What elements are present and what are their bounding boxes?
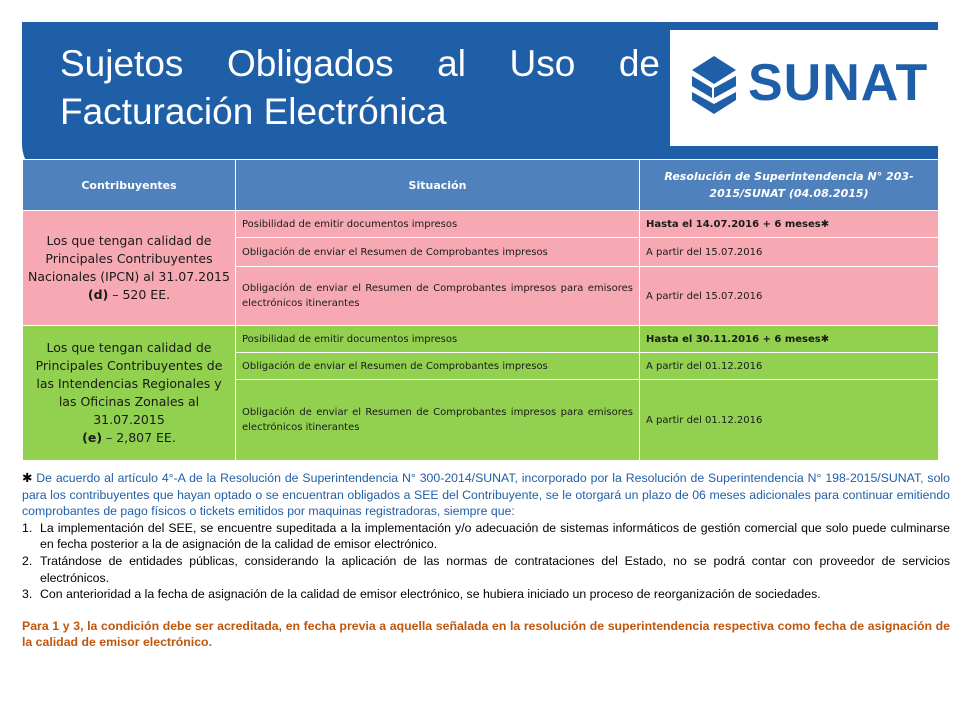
list-item (22, 553, 950, 586)
list-number: 1. (22, 520, 33, 535)
situation-cell: Obligación de enviar el Resumen de Comprobantes impresos (236, 353, 640, 380)
resolution-cell (640, 211, 939, 238)
sunat-logo-text: SUNAT (748, 54, 929, 112)
situation-cell (236, 380, 640, 461)
situation-cell: Obligación de enviar el Resumen de Comprobantes impresos (236, 238, 640, 267)
situation-text: Obligación de enviar el Resumen de Comprobantes impresos para emisores electrónicos itinerantes (242, 407, 633, 433)
column-header-contribuyentes: Contribuyentes (23, 160, 236, 211)
list-number: 2. (22, 553, 33, 568)
table-row (23, 326, 939, 353)
group-regional-description: Los que tengan calidad de Principales Contribuyentes de las Intendencias Regionales y las Oficinas Zonales al 31.07.2015 (35, 340, 223, 427)
resolution-cell: A partir del 15.07.2016 (640, 238, 939, 267)
resolution-cell (640, 326, 939, 353)
resolution-deadline: Hasta el 30.11.2016 + 6 meses (646, 333, 821, 345)
group-ipcn-cell (23, 211, 236, 326)
list-text: La implementación del SEE, se encuentre supeditada a la implementación y/o adecuación de sistemas informáticos de gestión comercial que solo puede culminarse en fecha posterior a la de asignación de la calidad de emisor electrónico. (40, 520, 950, 552)
conditions-list (22, 520, 950, 603)
table-header-row (23, 160, 939, 211)
list-item (22, 520, 950, 553)
asterisk-icon: ✱ (22, 471, 33, 485)
resolution-cell: A partir del 01.12.2016 (640, 380, 939, 461)
group-regional-cell (23, 326, 236, 461)
closing-note: Para 1 y 3, la condición debe ser acreditada, en fecha previa a aquella señalada en la resolución de superintendencia respectiva como fecha de asignación de la calidad de emisor electrónico. (22, 618, 950, 650)
group-regional-count: – 2,807 EE. (102, 430, 176, 445)
obligations-table (22, 159, 939, 461)
resolution-deadline: Hasta el 14.07.2016 + 6 meses (646, 218, 821, 230)
situation-cell: Posibilidad de emitir documentos impresos (236, 211, 640, 238)
situation-cell: Posibilidad de emitir documentos impresos (236, 326, 640, 353)
list-number: 3. (22, 587, 33, 602)
asterisk-icon: ✱ (820, 218, 830, 230)
group-regional-tag: (e) (82, 430, 103, 445)
list-text: Tratándose de entidades públicas, considerando la aplicación de las normas de contrataciones del Estado, no se podrá contar con proveedor de servicios electrónicos. (40, 553, 950, 585)
resolution-cell: A partir del 01.12.2016 (640, 353, 939, 380)
group-ipcn-description: Los que tengan calidad de Principales Contribuyentes Nacionales (IPCN) al 31.07.2015 (28, 233, 230, 284)
table-row (23, 211, 939, 238)
column-header-situacion: Situación (236, 160, 640, 211)
sunat-logo-icon (684, 54, 742, 116)
asterisk-icon: ✱ (820, 333, 830, 345)
list-item (22, 586, 950, 603)
footnotes (22, 470, 950, 651)
situation-cell (236, 267, 640, 326)
group-ipcn-count: – 520 EE. (108, 287, 171, 302)
footnote-intro (22, 470, 950, 520)
list-text: Con anterioridad a la fecha de asignación de la calidad de emisor electrónico, se hubiera iniciado un proceso de reorganización de sociedades. (40, 587, 821, 602)
situation-text: Obligación de enviar el Resumen de Comprobantes impresos para emisores electrónicos itinerantes (242, 283, 633, 309)
resolution-cell: A partir del 15.07.2016 (640, 267, 939, 326)
group-ipcn-tag: (d) (87, 287, 109, 302)
page-title: Sujetos Obligados al Uso de Facturación Electrónica (60, 43, 660, 132)
footnote-intro-text: De acuerdo al artículo 4°-A de la Resolución de Superintendencia N° 300-2014/SUNAT, incorporado por la Resolución de Superintendencia N° 198-2015/SUNAT, solo para los contribuyentes que hayan optado o se encuentran obligados a SEE del Contribuyente, se le otorgará un plazo de 06 meses adicionales para continuar emitiendo comprobantes de pago físicos o tickets emitidos por maquinas registradoras, siempre que: (22, 471, 950, 519)
column-header-resolucion: Resolución de Superintendencia N° 203-2015/SUNAT (04.08.2015) (640, 160, 939, 211)
